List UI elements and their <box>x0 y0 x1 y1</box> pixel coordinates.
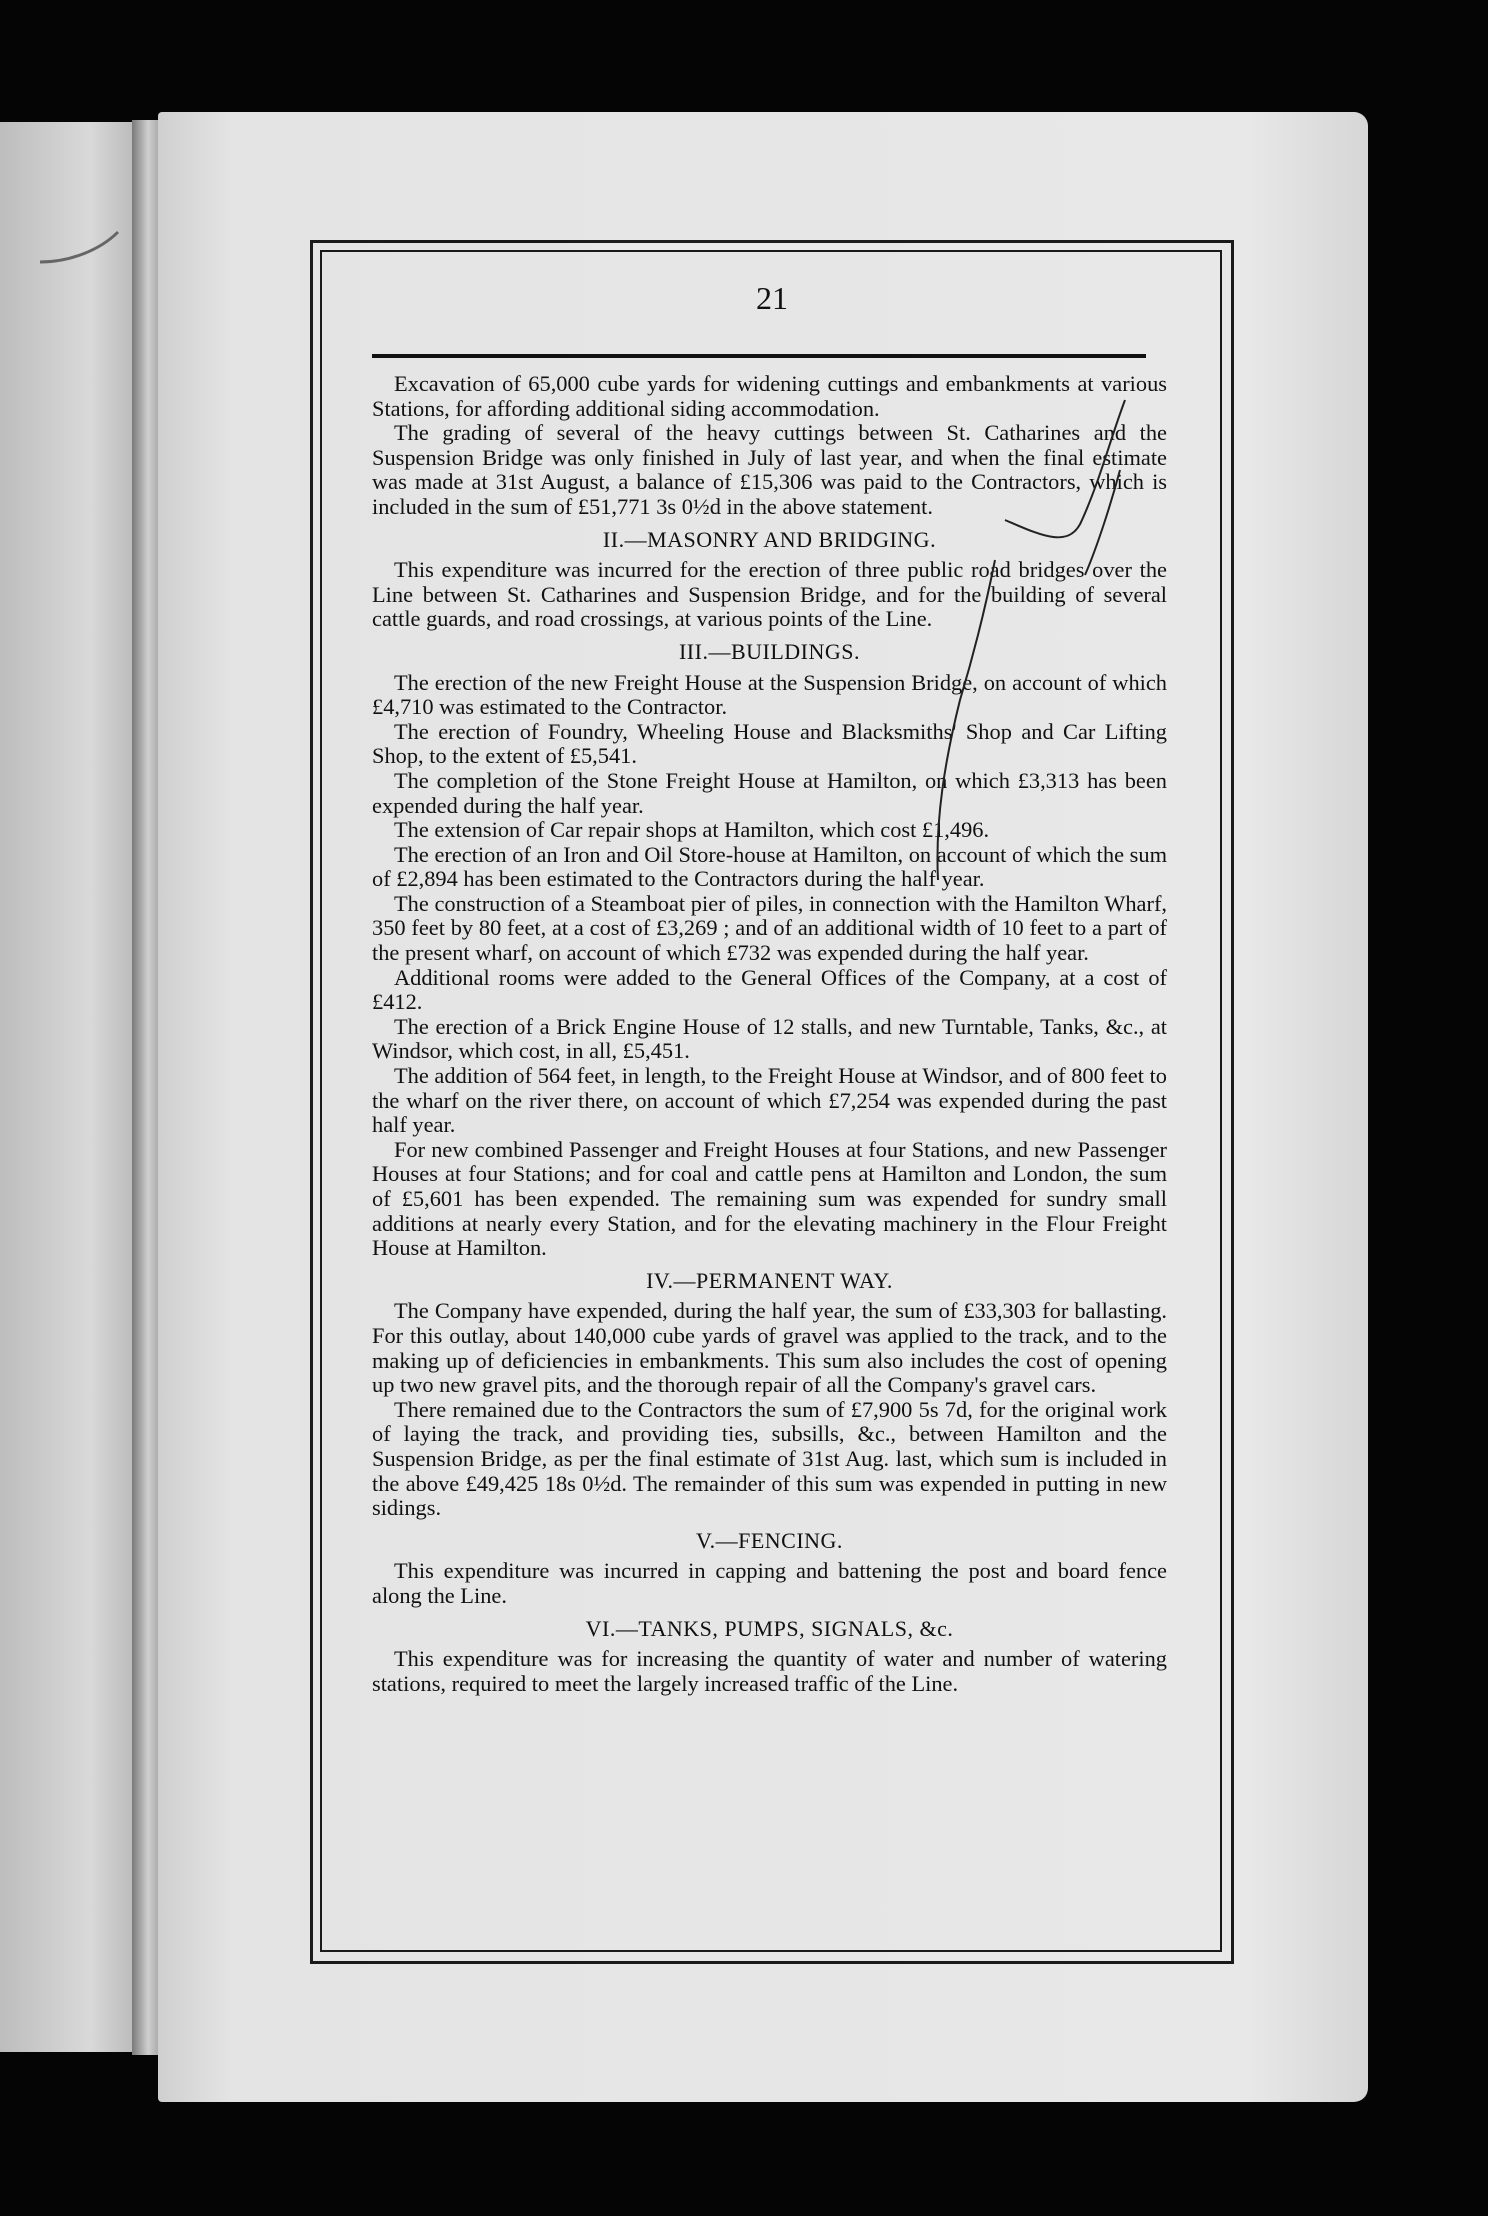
paragraph: The erection of the new Freight House at the Suspension Bridge, on account of which £4,710 was estimated to the Contractor. <box>372 669 1167 720</box>
paragraph: The addition of 564 feet, in length, to the Freight House at Windsor, and of 800 feet to the wharf on the river there, on account of which £7,254 was expended during the past half year. <box>372 1063 1167 1138</box>
paragraph: The Company have expended, during the half year, the sum of £33,303 for ballasting. For this outlay, about 140,000 cube yards of gravel was applied to the track, and to the making up of deficiencies in embankments. This sum also includes the cost of opening up two new gravel pits, and the thorough repair of all the Company's gravel cars. <box>372 1298 1167 1398</box>
paragraph: The extension of Car repair shops at Hamilton, which cost £1,496. <box>394 817 990 843</box>
paragraph: There remained due to the Contractors the sum of £7,900 5s 7d, for the original work of laying the track, and providing ties, subsills, &c., between Hamilton and the Suspension Bridge, as per the final estimate of 31st Aug. last, which sum is included in the above £49,425 18s 0½d. The remainder of this sum was expended in putting in new sidings. <box>372 1396 1167 1521</box>
section-heading: V.—FENCING. <box>696 1527 843 1553</box>
paragraph: This expenditure was incurred in capping and battening the post and board fence along the Line. <box>372 1558 1167 1608</box>
paragraph: Excavation of 65,000 cube yards for widening cuttings and embankments at various Stations, for affording additional siding accommodation. <box>372 371 1167 421</box>
paragraph: For new combined Passenger and Freight Houses at four Stations, and new Passenger Houses at four Stations; and for coal and cattle pens at Hamilton and London, the sum of £5,601 has been expended. The remaining sum was expended for sundry small additions at nearly every Station, and for the elevating machinery in the Flour Freight House at Hamilton. <box>372 1136 1167 1261</box>
section-heading: VI.—TANKS, PUMPS, SIGNALS, &c. <box>585 1615 954 1641</box>
header-rule <box>372 354 1146 358</box>
paragraph: The erection of a Brick Engine House of 12 stalls, and new Turntable, Tanks, &c., at Windsor, which cost, in all, £5,451. <box>372 1013 1167 1064</box>
paragraph: The erection of Foundry, Wheeling House and Blacksmiths' Shop and Car Lifting Shop, to the extent of £5,541. <box>372 718 1167 769</box>
left-page-edge <box>0 122 150 2052</box>
section-heading: II.—MASONRY AND BRIDGING. <box>602 526 937 552</box>
paragraph: The erection of an Iron and Oil Store-house at Hamilton, on account of which the sum of £2,894 has been estimated to the Contractors during the half year. <box>372 841 1167 892</box>
paragraph: This expenditure was for increasing the quantity of water and number of watering stations, required to meet the largely increased traffic of the Line. <box>372 1646 1167 1696</box>
section-heading: IV.—PERMANENT WAY. <box>646 1267 893 1293</box>
paragraph: The completion of the Stone Freight House at Hamilton, on which £3,313 has been expended during the half year. <box>372 767 1167 818</box>
document-body <box>372 372 1167 1696</box>
paragraph: Additional rooms were added to the General Offices of the Company, at a cost of £412. <box>372 964 1167 1015</box>
page-number: 21 <box>756 280 788 316</box>
paragraph: This expenditure was incurred for the erection of three public road bridges over the Line between St. Catharines and Suspension Bridge, and for the building of several cattle guards, and road crossings, at various points of the Line. <box>372 557 1167 632</box>
paragraph: The construction of a Steamboat pier of piles, in connection with the Hamilton Wharf, 350 feet by 80 feet, at a cost of £3,269 ; and of an additional width of 10 feet to a part of the present wharf, on account of which £732 was expended during the half year. <box>372 890 1167 966</box>
paragraph: The grading of several of the heavy cuttings between St. Catharines and the Suspension Bridge was only finished in July of last year, and when the final estimate was made at 31st August, a balance of £15,306 was paid to the Contractors, which is included in the sum of £51,771 3s 0½d in the above statement. <box>372 420 1167 519</box>
section-heading: III.—BUILDINGS. <box>678 638 861 664</box>
